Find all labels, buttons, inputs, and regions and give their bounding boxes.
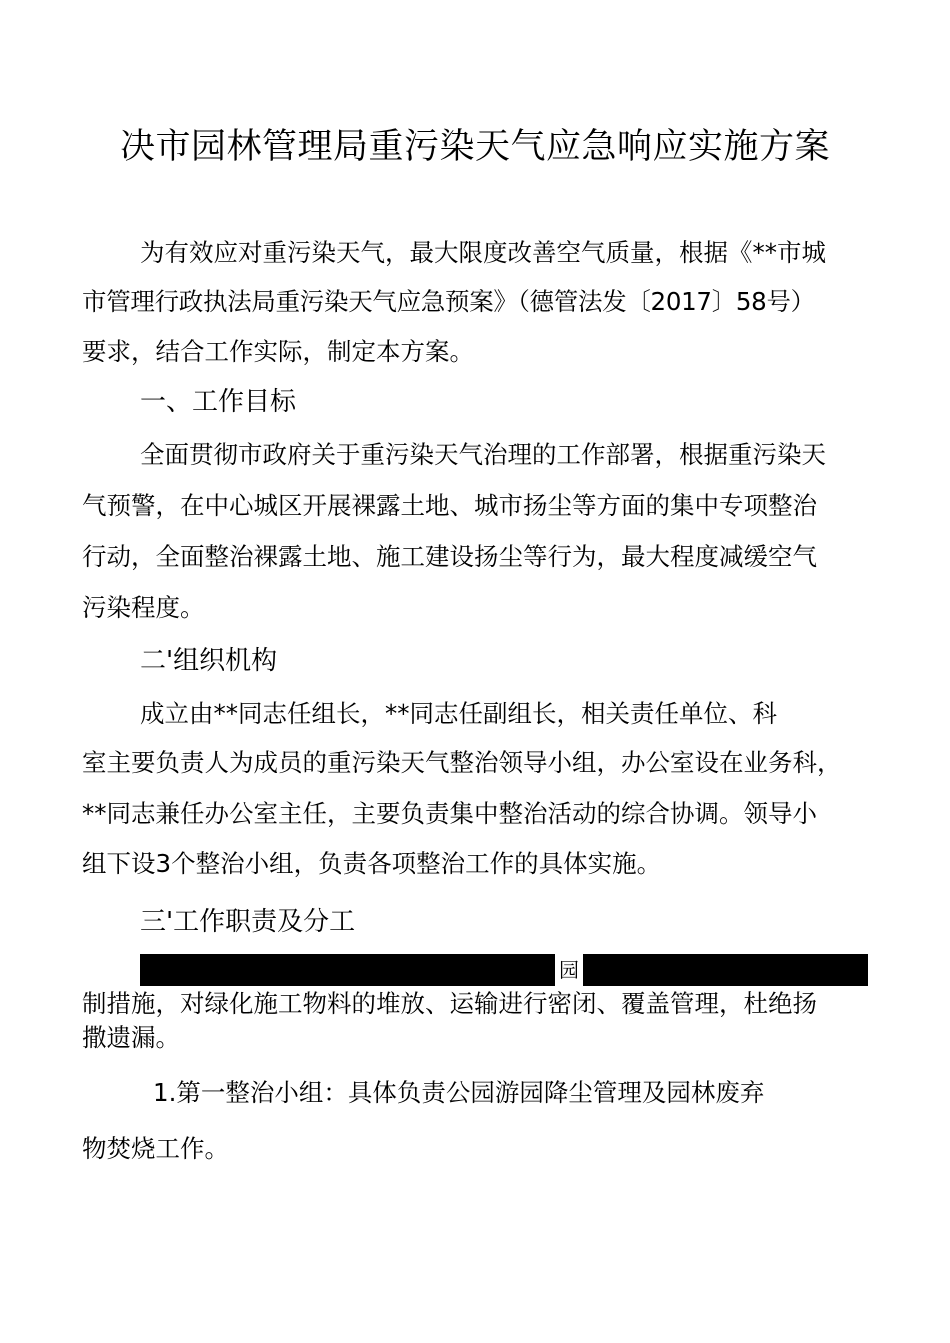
item-1-line-1: 1.第一整治小组：具体负责公园游园降尘管理及园林废弃 [153, 1078, 765, 1107]
redaction-visible-character: 园 [557, 954, 581, 986]
section-1-line-1: 全面贯彻市政府关于重污染天气治理的工作部署，根据重污染天 [140, 440, 826, 469]
section-3-heading: 三'工作职责及分工 [140, 907, 356, 937]
section-3-line-2: 撒遗漏。 [82, 1023, 180, 1052]
section-1-heading: 一、工作目标 [140, 387, 297, 417]
section-2-line-2: 室主要负责人为成员的重污染天气整治领导小组，办公室设在业务科， [82, 748, 842, 777]
section-2-line-4: 组下设3个整治小组，负责各项整治工作的具体实施。 [82, 849, 662, 878]
intro-line-2: 市管理行政执法局重污染天气应急预案》（德管法发〔2017〕58号） [82, 287, 815, 316]
document-title: 决市园林管理局重污染天气应急响应实施方案 [119, 127, 830, 167]
section-1-line-2: 气预警，在中心城区开展裸露土地、城市扬尘等方面的集中专项整治 [82, 491, 817, 520]
section-3-line-1: 制措施，对绿化施工物料的堆放、运输进行密闭、覆盖管理，杜绝扬 [82, 989, 817, 1018]
section-1-line-4: 污染程度。 [82, 593, 205, 622]
intro-line-3: 要求，结合工作实际，制定本方案。 [82, 337, 474, 366]
item-1-line-2: 物焚烧工作。 [82, 1134, 229, 1163]
redaction-bar-right [583, 954, 868, 986]
section-1-line-3: 行动，全面整治裸露土地、施工建设扬尘等行为，最大程度减缓空气 [82, 542, 817, 571]
section-2-heading: 二'组织机构 [140, 646, 278, 676]
redaction-bar-left [140, 954, 555, 986]
intro-line-1: 为有效应对重污染天气，最大限度改善空气质量，根据《**市城 [140, 238, 826, 267]
section-2-line-3: **同志兼任办公室主任，主要负责集中整治活动的综合协调。领导小 [82, 799, 817, 828]
section-2-line-1: 成立由**同志任组长，**同志任副组长，相关责任单位、科 [140, 699, 777, 728]
